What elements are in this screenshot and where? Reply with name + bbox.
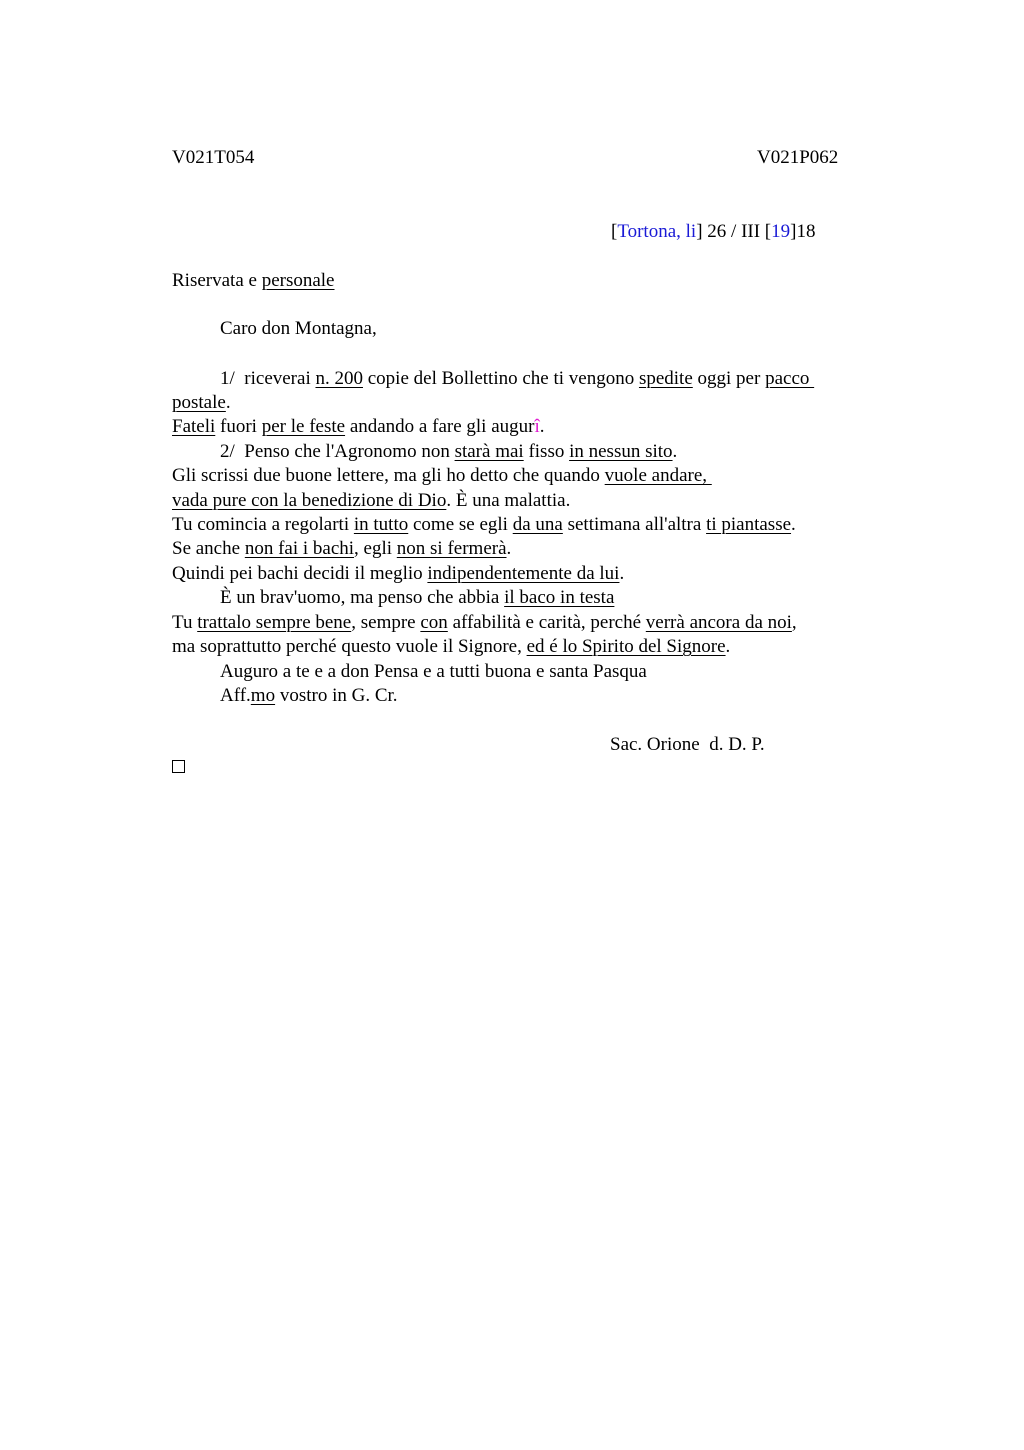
text: Se anche xyxy=(172,538,245,559)
closing-line xyxy=(220,684,398,708)
body-line-11 xyxy=(172,611,797,635)
text: È un brav'uomo, ma penso che abbia xyxy=(220,587,505,608)
underlined-text: il baco in testa xyxy=(504,587,615,608)
letter-heading xyxy=(172,269,335,293)
document-code-right: V021P062 xyxy=(757,147,839,168)
text: . xyxy=(619,563,625,584)
underlined-text: verrà ancora da noi xyxy=(645,612,792,633)
text: come se egli xyxy=(408,514,513,535)
date-year: ]18 xyxy=(790,221,816,242)
document-code-left: V021T054 xyxy=(172,147,255,168)
text: . xyxy=(672,441,678,462)
underlined-text: in nessun sito xyxy=(569,441,673,462)
date-bracket: [ xyxy=(611,221,618,242)
text: , sempre xyxy=(351,612,421,633)
body-line-3 xyxy=(172,415,544,439)
text: copie del Bollettino che ti vengono xyxy=(362,368,639,389)
text: fisso xyxy=(523,441,570,462)
body-line-6 xyxy=(172,489,570,513)
text: ma soprattutto perché questo vuole il Signore, xyxy=(172,636,527,657)
underlined-text: postale xyxy=(172,392,226,413)
body-line-5 xyxy=(172,464,712,488)
text: Quindi pei bachi decidi il meglio xyxy=(172,563,428,584)
underlined-text: Fateli xyxy=(172,416,216,437)
text: . xyxy=(725,636,731,657)
date-place: Tortona, li xyxy=(617,221,697,242)
body-line-10 xyxy=(220,586,614,610)
body-line-8 xyxy=(172,537,511,561)
body-line-13: Auguro a te e a don Pensa e a tutti buona e santa Pasqua xyxy=(220,661,647,682)
underlined-text: in tutto xyxy=(353,514,409,535)
underlined-text: non si fermerà xyxy=(396,538,507,559)
date-main: ] 26 / III [ xyxy=(696,221,772,242)
underlined-text: con xyxy=(420,612,448,633)
square-marker-icon xyxy=(172,760,185,773)
body-line-4 xyxy=(220,440,677,464)
body-line-12 xyxy=(172,635,730,659)
body-line-1 xyxy=(220,367,814,391)
underlined-text: non fai i bachi xyxy=(244,538,355,559)
heading-text: Riservata e xyxy=(172,270,262,291)
text: Gli scrissi due buone lettere, ma gli ho detto che quando xyxy=(172,465,605,486)
body-line-9 xyxy=(172,562,624,586)
text: affabilità e carità, perché xyxy=(447,612,646,633)
text: , xyxy=(791,612,797,633)
signature: Sac. Orione d. D. P. xyxy=(610,734,765,755)
text: Aff. xyxy=(220,685,251,706)
underlined-text: ti piantasse xyxy=(706,514,792,535)
text: . xyxy=(225,392,231,413)
underlined-text: indipendentemente da lui xyxy=(427,563,620,584)
underlined-text: vada pure con la benedizione di Dio xyxy=(172,490,447,511)
text: fuori xyxy=(215,416,262,437)
underlined-text: ed é lo Spirito del Signore xyxy=(526,636,726,657)
text: vostro in G. Cr. xyxy=(275,685,398,706)
text: oggi per xyxy=(692,368,766,389)
heading-underlined: personale xyxy=(261,270,335,291)
text: Tu xyxy=(172,612,198,633)
underlined-text: starà mai xyxy=(454,441,524,462)
text: . xyxy=(539,416,545,437)
underlined-text: spedite xyxy=(638,368,693,389)
body-line-7 xyxy=(172,513,796,537)
underlined-text: mo xyxy=(250,685,276,706)
underlined-text: trattalo sempre bene xyxy=(197,612,352,633)
text: . xyxy=(791,514,796,535)
date-line xyxy=(611,220,815,244)
body-line-2 xyxy=(172,391,231,415)
date-century: 19 xyxy=(771,221,791,242)
underlined-text: da una xyxy=(512,514,563,535)
text: andando a fare gli augur xyxy=(345,416,535,437)
text: settimana all'altra xyxy=(562,514,707,535)
underlined-text: n. 200 xyxy=(315,368,363,389)
text: Tu comincia a regolarti xyxy=(172,514,354,535)
underlined-text: pacco xyxy=(765,368,815,389)
text: . È una malattia. xyxy=(446,490,571,511)
text: . xyxy=(506,538,512,559)
text: 2/ Penso che l'Agronomo non xyxy=(220,441,455,462)
text: , egli xyxy=(354,538,397,559)
highlighted-char: î xyxy=(534,416,540,437)
underlined-text: per le feste xyxy=(261,416,346,437)
text: 1/ riceverai xyxy=(220,368,316,389)
salutation: Caro don Montagna, xyxy=(220,318,377,339)
underlined-text: vuole andare, xyxy=(604,465,712,486)
